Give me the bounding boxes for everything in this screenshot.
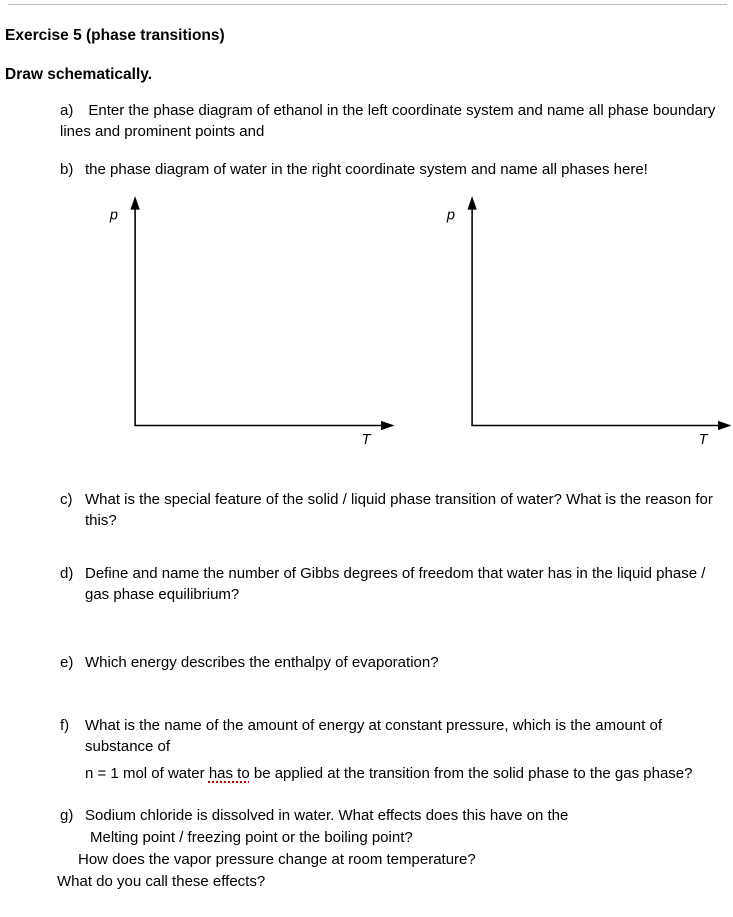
task-d-label: d): [60, 563, 73, 584]
task-f-label: f): [60, 715, 69, 736]
task-b: [60, 159, 733, 180]
top-divider-rule: [8, 4, 727, 5]
task-b-label: b): [60, 159, 73, 180]
coordinate-systems-row: [108, 190, 733, 450]
task-a: [60, 100, 718, 142]
task-e-text: Which energy describes the enthalpy of evaporation?: [85, 652, 733, 673]
task-c-label: c): [60, 489, 73, 510]
task-g-label: g): [60, 805, 73, 827]
left-x-axis-label: T: [362, 432, 372, 448]
task-d: [60, 563, 710, 605]
task-c-text: What is the special feature of the solid / liquid phase transition of water? What is the reason for this?: [85, 489, 733, 531]
instruction-subtitle: Draw schematically.: [5, 64, 733, 85]
task-a-paragraph: [60, 100, 718, 142]
right-y-axis-arrowhead-icon: [467, 196, 476, 210]
exercise-title: Exercise 5 (phase transitions): [5, 25, 733, 46]
right-phase-diagram: [445, 190, 733, 450]
task-g: [60, 805, 733, 893]
task-g-line-2: Melting point / freezing point or the boiling point?: [90, 827, 733, 849]
task-f-text-2-post: be applied at the transition from the solid phase to the gas phase?: [250, 765, 693, 782]
task-e-label: e): [60, 652, 73, 673]
task-f-text-2: [85, 763, 733, 784]
task-b-text: the phase diagram of water in the right coordinate system and name all phases here!: [85, 159, 733, 180]
task-f-text-1: What is the name of the amount of energy at constant pressure, which is the amount of substance of: [85, 715, 733, 757]
task-g-line-1: Sodium chloride is dissolved in water. What effects does this have on the: [85, 805, 733, 827]
task-a-label: a): [60, 102, 73, 119]
document-page: [0, 4, 733, 893]
task-e: [60, 652, 733, 673]
right-y-axis-label: p: [445, 207, 454, 223]
task-f: [60, 715, 733, 784]
left-y-axis-label: p: [109, 207, 118, 223]
spellcheck-marked-word: has to: [209, 765, 250, 782]
left-x-axis-arrowhead-icon: [381, 421, 395, 430]
right-x-axis-label: T: [698, 432, 708, 448]
task-a-text: Enter the phase diagram of ethanol in the left coordinate system and name all phase boundary lines and prominent points and: [60, 102, 715, 140]
task-g-line-4: What do you call these effects?: [57, 871, 733, 893]
task-d-text: Define and name the number of Gibbs degrees of freedom that water has in the liquid phase / gas phase equilibrium?: [85, 563, 710, 605]
task-g-line-3: How does the vapor pressure change at room temperature?: [78, 849, 733, 871]
task-list: [60, 100, 733, 893]
left-y-axis-arrowhead-icon: [130, 196, 139, 210]
task-c: [60, 489, 733, 531]
left-phase-diagram: [108, 190, 397, 450]
task-f-text-2-pre: n = 1 mol of water: [85, 765, 209, 782]
right-x-axis-arrowhead-icon: [718, 421, 732, 430]
